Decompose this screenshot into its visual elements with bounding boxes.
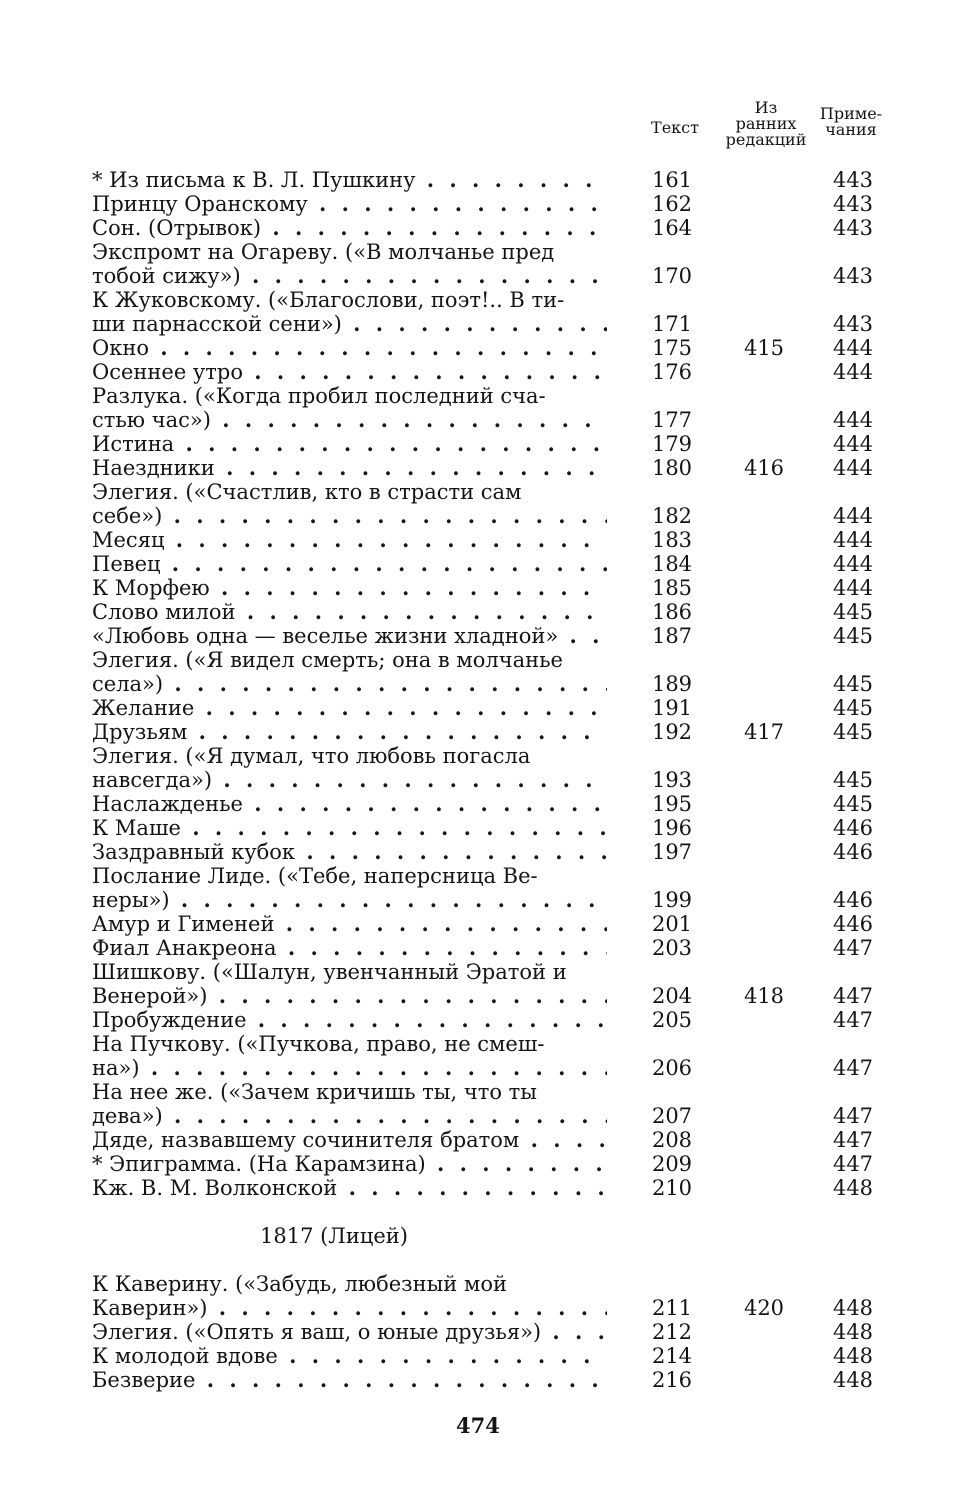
entry-notes-page: 447 (832, 1104, 874, 1128)
entry-notes-page: 444 (832, 504, 874, 528)
entry-early-page: 417 (743, 720, 785, 744)
entry-title: Истина . . . (92, 432, 607, 456)
entry-title: села») . . . (92, 672, 607, 696)
entry-text-page: 197 (651, 840, 693, 864)
entry-text-page: 187 (651, 624, 693, 648)
entry-title: Сон. (Отрывок) . . . (92, 216, 607, 240)
toc-entry (92, 816, 892, 840)
toc-entry (92, 240, 892, 264)
entry-notes-page: 444 (832, 552, 874, 576)
toc-entry (92, 624, 892, 648)
toc-entry (92, 1128, 892, 1152)
entry-notes-page: 448 (832, 1368, 874, 1392)
entry-title: «Любовь одна — веселье жизни хладной» . . . (92, 624, 607, 648)
toc-entry (92, 384, 892, 408)
entry-notes-page: 445 (832, 768, 874, 792)
entry-title: Заздравный кубок . . . (92, 840, 607, 864)
entry-text-page: 209 (651, 1152, 693, 1176)
entry-text-page: 192 (651, 720, 693, 744)
entry-title: К Морфею . . . (92, 576, 607, 600)
toc-entry (92, 984, 892, 1008)
entry-early-page: 418 (743, 984, 785, 1008)
column-header-early-line1: Из (754, 98, 778, 117)
toc-entry (92, 456, 892, 480)
entry-title: Каверин») . . . (92, 1296, 607, 1320)
entry-title: Наездники . . . (92, 456, 607, 480)
toc-entry (92, 696, 892, 720)
entry-notes-page: 445 (832, 672, 874, 696)
toc-entry (92, 432, 892, 456)
entry-notes-page: 443 (832, 216, 874, 240)
entry-text-page: 161 (651, 168, 693, 192)
toc-entry (92, 1056, 892, 1080)
entry-title: Наслажденье . . . (92, 792, 607, 816)
entry-text-page: 179 (651, 432, 693, 456)
entry-title: К Жуковскому. («Благослови, поэт!.. В ти- (92, 288, 565, 312)
entry-notes-page: 448 (832, 1320, 874, 1344)
column-header-early-line3: редакций (725, 130, 807, 149)
toc-entry (92, 1320, 892, 1344)
entry-title: навсегда») . . . (92, 768, 607, 792)
toc-entry (92, 1176, 892, 1200)
entry-title: * Эпиграмма. (На Карамзина) . . . (92, 1152, 607, 1176)
toc-entry (92, 288, 892, 312)
entry-text-page: 170 (651, 264, 693, 288)
entry-notes-page: 444 (832, 432, 874, 456)
entry-text-page: 176 (651, 360, 693, 384)
column-header-notes (814, 106, 888, 138)
entry-title: * Из письма к В. Л. Пушкину . . . (92, 168, 607, 192)
toc-entry (92, 528, 892, 552)
toc-entry (92, 912, 892, 936)
toc-entry (92, 168, 892, 192)
entry-notes-page: 448 (832, 1176, 874, 1200)
entry-text-page: 180 (651, 456, 693, 480)
entry-notes-page: 445 (832, 792, 874, 816)
entry-title: К Каверину. («Забудь, любезный мой (92, 1272, 507, 1296)
entry-notes-page: 447 (832, 1152, 874, 1176)
entry-text-page: 193 (651, 768, 693, 792)
toc-entry (92, 840, 892, 864)
toc-entry (92, 888, 892, 912)
entry-notes-page: 447 (832, 1128, 874, 1152)
entry-text-page: 205 (651, 1008, 693, 1032)
toc-entry (92, 672, 892, 696)
entry-text-page: 175 (651, 336, 693, 360)
entry-title: Принцу Оранскому . . . (92, 192, 607, 216)
entry-title: Элегия. («Я думал, что любовь погасла (92, 744, 531, 768)
entry-text-page: 191 (651, 696, 693, 720)
entry-notes-page: 444 (832, 576, 874, 600)
entry-notes-page: 443 (832, 192, 874, 216)
toc-entry (92, 504, 892, 528)
section-heading: 1817 (Лицей) (260, 1224, 408, 1248)
entry-notes-page: 445 (832, 600, 874, 624)
entry-text-page: 203 (651, 936, 693, 960)
entry-title: Желание . . . (92, 696, 607, 720)
entry-text-page: 210 (651, 1176, 693, 1200)
toc-entry (92, 1080, 892, 1104)
toc-entry (92, 1008, 892, 1032)
entry-title: Безверие . . . (92, 1368, 607, 1392)
entry-title: Фиал Анакреона . . . (92, 936, 607, 960)
entry-title: тобой сижу») . . . (92, 264, 607, 288)
entry-title: К молодой вдове . . . (92, 1344, 607, 1368)
entry-title: Осеннее утро . . . (92, 360, 607, 384)
entry-text-page: 164 (651, 216, 693, 240)
entry-title: К Маше . . . (92, 816, 607, 840)
entry-text-page: 183 (651, 528, 693, 552)
entry-title: Венерой») . . . (92, 984, 607, 1008)
column-header-notes-line1: Приме- (819, 104, 883, 123)
entry-text-page: 184 (651, 552, 693, 576)
entry-notes-page: 447 (832, 1056, 874, 1080)
entry-text-page: 189 (651, 672, 693, 696)
toc-entry (92, 720, 892, 744)
toc-entry (92, 360, 892, 384)
entry-title: Послание Лиде. («Тебе, наперсница Ве- (92, 864, 538, 888)
column-header-early-line2: ранних (735, 114, 797, 133)
entry-early-page: 415 (743, 336, 785, 360)
entry-title: Экспромт на Огареву. («В молчанье пред (92, 240, 555, 264)
entry-text-page: 201 (651, 912, 693, 936)
entry-text-page: 195 (651, 792, 693, 816)
entry-title: Пробуждение . . . (92, 1008, 607, 1032)
entry-text-page: 216 (651, 1368, 693, 1392)
entry-text-page: 186 (651, 600, 693, 624)
entry-notes-page: 447 (832, 1008, 874, 1032)
entry-title: Месяц . . . (92, 528, 607, 552)
toc-entry (92, 192, 892, 216)
entry-text-page: 162 (651, 192, 693, 216)
entry-title: Шишкову. («Шалун, увенчанный Эратой и (92, 960, 567, 984)
entry-title: неры») . . . (92, 888, 607, 912)
toc-entry (92, 480, 892, 504)
column-header-text-label: Текст (651, 118, 699, 137)
entry-notes-page: 446 (832, 888, 874, 912)
entry-title: Разлука. («Когда пробил последний сча- (92, 384, 546, 408)
entry-notes-page: 443 (832, 264, 874, 288)
toc-entry (92, 1152, 892, 1176)
entry-notes-page: 445 (832, 720, 874, 744)
entry-early-page: 416 (743, 456, 785, 480)
entry-text-page: 208 (651, 1128, 693, 1152)
entry-text-page: 211 (651, 1296, 693, 1320)
entry-text-page: 206 (651, 1056, 693, 1080)
toc-entry (92, 576, 892, 600)
toc-entry (92, 264, 892, 288)
toc-entry (92, 960, 892, 984)
entry-notes-page: 446 (832, 840, 874, 864)
column-header-notes-line2: чания (825, 120, 877, 139)
toc-entry (92, 1368, 892, 1392)
entry-notes-page: 445 (832, 624, 874, 648)
toc-entry (92, 1296, 892, 1320)
entry-title: Окно . . . (92, 336, 607, 360)
entry-notes-page: 443 (832, 312, 874, 336)
entry-notes-page: 444 (832, 336, 874, 360)
entry-title: стью час») . . . (92, 408, 607, 432)
entry-title: Элегия. («Счастлив, кто в страсти сам (92, 480, 522, 504)
entry-notes-page: 448 (832, 1296, 874, 1320)
entry-notes-page: 444 (832, 528, 874, 552)
toc-entry (92, 1032, 892, 1056)
entry-notes-page: 445 (832, 696, 874, 720)
entry-notes-page: 446 (832, 912, 874, 936)
entry-title: ши парнасской сени») . . . (92, 312, 607, 336)
entry-early-page: 420 (743, 1296, 785, 1320)
entry-title: Элегия. («Опять я ваш, о юные друзья») . . . (92, 1320, 607, 1344)
entry-title: Дяде, назвавшему сочинителя братом . . . (92, 1128, 607, 1152)
toc-entry (92, 1272, 892, 1296)
entry-notes-page: 444 (832, 456, 874, 480)
entry-text-page: 177 (651, 408, 693, 432)
entry-title: Элегия. («Я видел смерть; она в молчанье (92, 648, 563, 672)
entry-text-page: 196 (651, 816, 693, 840)
entry-title: На Пучкову. («Пучкова, право, не смеш- (92, 1032, 545, 1056)
toc-entry (92, 1104, 892, 1128)
page-number: 474 (456, 1413, 500, 1438)
entry-text-page: 207 (651, 1104, 693, 1128)
toc-entry (92, 648, 892, 672)
entry-text-page: 204 (651, 984, 693, 1008)
entry-title: на») . . . (92, 1056, 607, 1080)
toc-entry (92, 768, 892, 792)
toc-entry (92, 792, 892, 816)
entry-title: Певец . . . (92, 552, 607, 576)
entry-notes-page: 444 (832, 360, 874, 384)
entry-notes-page: 448 (832, 1344, 874, 1368)
entry-text-page: 182 (651, 504, 693, 528)
entry-text-page: 199 (651, 888, 693, 912)
toc-entry (92, 600, 892, 624)
entry-title: Слово милой . . . (92, 600, 607, 624)
toc-entry (92, 1344, 892, 1368)
toc-entry (92, 744, 892, 768)
toc-entry (92, 216, 892, 240)
column-header-early-editions (722, 100, 810, 148)
toc-entry (92, 408, 892, 432)
toc-entry (92, 864, 892, 888)
entry-title: Друзьям . . . (92, 720, 607, 744)
entry-notes-page: 447 (832, 984, 874, 1008)
toc-entry (92, 552, 892, 576)
entry-text-page: 212 (651, 1320, 693, 1344)
entry-text-page: 171 (651, 312, 693, 336)
toc-entry (92, 936, 892, 960)
entry-notes-page: 446 (832, 816, 874, 840)
toc-entry (92, 336, 892, 360)
entry-notes-page: 447 (832, 936, 874, 960)
entry-text-page: 214 (651, 1344, 693, 1368)
entry-title: Амур и Гименей . . . (92, 912, 607, 936)
entry-notes-page: 443 (832, 168, 874, 192)
entry-notes-page: 444 (832, 408, 874, 432)
entry-text-page: 185 (651, 576, 693, 600)
toc-entry (92, 312, 892, 336)
entry-title: Кж. В. М. Волконской . . . (92, 1176, 607, 1200)
entry-title: себе») . . . (92, 504, 607, 528)
entry-title: На нее же. («Зачем кричишь ты, что ты (92, 1080, 538, 1104)
entry-title: дева») . . . (92, 1104, 607, 1128)
column-header-text (643, 120, 707, 136)
